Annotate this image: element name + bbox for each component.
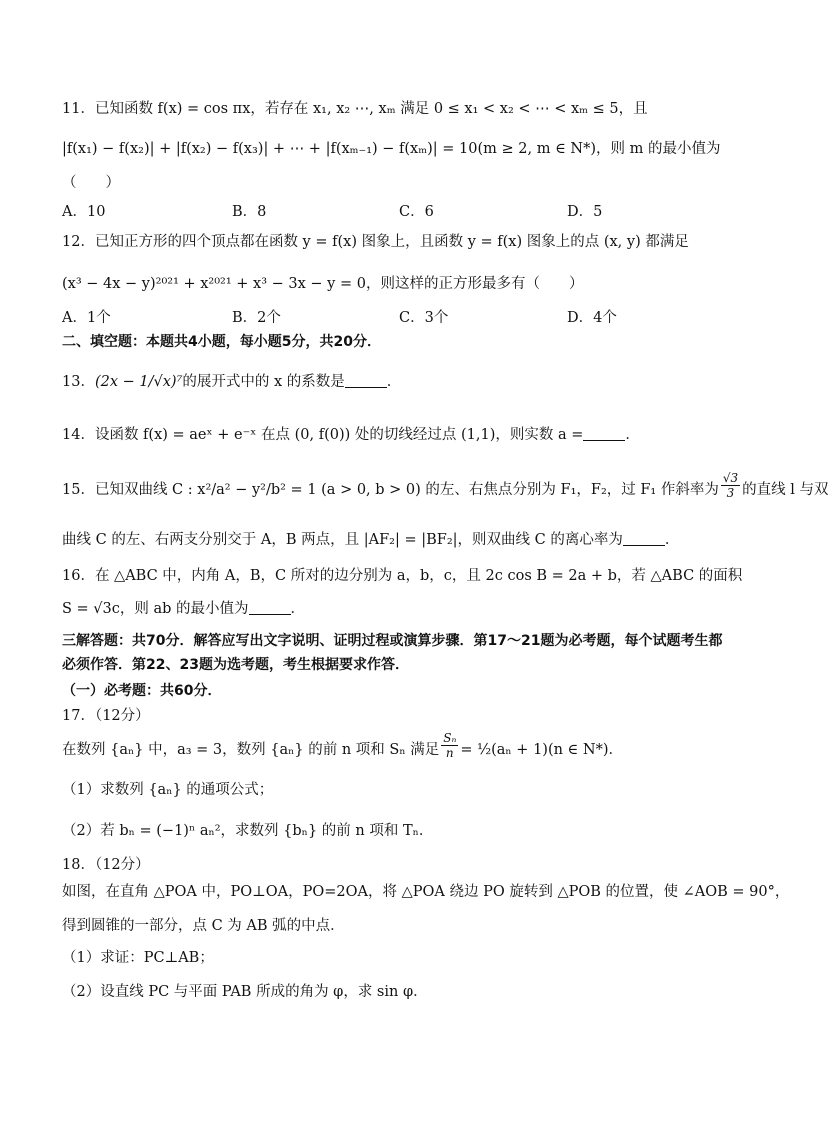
q15-slope-numerator: √3 xyxy=(722,470,739,485)
q15-post: 的直线 l 与双 xyxy=(742,482,829,498)
q16-line-1: 16．在 △ABC 中，内角 A，B，C 所对的边分别为 a，b，c，且 2c cos B = 2a + b，若 △ABC 的面积 xyxy=(62,568,743,584)
q15-line-1 xyxy=(62,470,829,500)
q14-text: 14．设函数 f(x) = aeˣ + e⁻ˣ 在点 (0, f(0)) 处的切线经过点 (1,1)，则实数 a = xyxy=(62,427,584,443)
answer-blank xyxy=(623,531,665,546)
q14-end: ． xyxy=(625,427,640,443)
q11-option-a: A．10 xyxy=(62,204,106,220)
q12-option-a: A．1个 xyxy=(62,310,111,326)
q16-line-2 xyxy=(62,599,754,619)
q15-slope-denominator: 3 xyxy=(726,485,735,500)
q18-stem-2: 得到圆锥的一部分，点 C 为 AB 弧的中点． xyxy=(62,918,345,934)
q16-text: S = √3c，则 ab 的最小值为 xyxy=(62,601,249,617)
q13-text: 的展开式中的 x 的系数是 xyxy=(182,374,345,390)
answer-blank xyxy=(345,373,387,388)
q18-part-2: （2）设直线 PC 与平面 PAB 所成的角为 φ，求 sin φ． xyxy=(62,984,428,1000)
q13-expression: (2x − 1/√x)⁷ xyxy=(94,374,183,390)
answer-blank xyxy=(249,600,291,615)
q17-frac-denominator: n xyxy=(445,745,454,760)
q17-frac-numerator: Sₙ xyxy=(443,730,457,745)
q15-equation: x²/a² − y²/b² = 1 (a > 0, b > 0) 的左、右焦点分别为 F₁，F₂，过 F₁ 作斜率为 xyxy=(197,482,719,498)
q13-number: 13． xyxy=(62,374,95,390)
q16-end: ． xyxy=(290,601,306,617)
section-3-heading-line-2: 必须作答．第22、23题为选考题，考生根据要求作答． xyxy=(62,657,409,673)
q11-option-d: D．5 xyxy=(567,204,603,220)
q17-head: 17．（12分） xyxy=(62,708,150,724)
q11-equation: |f(x₁) − f(x₂)| + |f(x₂) − f(x₃)| + ⋯ + |f(xₘ₋₁) − f(xₘ)| = 10(m ≥ 2, m ∈ N*)，则 m 的最小值为 xyxy=(62,141,721,157)
q12-equation: (x³ − 4x − y)²⁰²¹ + x²⁰²¹ + x³ − 3x − y = 0，则这样的正方形最多有（ ） xyxy=(62,276,584,292)
q13-end: ． xyxy=(386,374,402,390)
q12-option-d: D．4个 xyxy=(567,310,617,326)
q12-option-b: B．2个 xyxy=(232,310,281,326)
q12-option-c: C．3个 xyxy=(399,310,449,326)
q11-stem: 11．已知函数 f(x) = cos πx，若存在 x₁, x₂ ⋯, xₘ 满足 0 ≤ x₁ < x₂ < ⋯ < xₘ ≤ 5，且 xyxy=(62,101,648,117)
q17-part-1: （1）求数列 {aₙ} 的通项公式； xyxy=(62,782,274,798)
q18-part-1: （1）求证：PC⊥AB； xyxy=(62,950,214,966)
q11-paren: （ ） xyxy=(62,175,120,191)
q11-option-b: B．8 xyxy=(232,204,267,220)
section-2-heading: 二、填空题：本题共4小题，每小题5分，共20分． xyxy=(62,334,381,350)
q15-pre: 15．已知双曲线 C : xyxy=(62,482,193,498)
answer-blank xyxy=(583,426,625,441)
section-3-heading-line-1: 三解答题：共70分．解答应写出文字说明、证明过程或演算步骤．第17～21题为必考题，每个试题考生都 xyxy=(62,633,723,649)
q17-stem-pre: 在数列 {aₙ} 中，a₃ = 3，数列 {aₙ} 的前 n 项和 Sₙ 满足 xyxy=(62,742,440,758)
q18-head: 18．（12分） xyxy=(62,857,150,873)
q17-stem xyxy=(62,730,754,760)
q17-part-2: （2）若 bₙ = (−1)ⁿ aₙ²，求数列 {bₙ} 的前 n 项和 Tₙ． xyxy=(62,823,434,839)
q13 xyxy=(62,372,754,392)
q15-line-2 xyxy=(62,530,754,550)
q12-stem: 12．已知正方形的四个顶点都在函数 y = f(x) 图象上，且函数 y = f(x) 图象上的点 (x, y) 都满足 xyxy=(62,234,689,250)
section-3-subheading: （一）必考题：共60分． xyxy=(62,683,222,699)
q15-end: ． xyxy=(664,532,680,548)
q14 xyxy=(62,425,754,445)
q17-stem-post: = ½(aₙ + 1)(n ∈ N*)． xyxy=(460,742,623,758)
q11-option-c: C．6 xyxy=(399,204,434,220)
q18-stem-1: 如图，在直角 △POA 中，PO⊥OA，PO=2OA，将 △POA 绕边 PO 旋转到 △POB 的位置，使 ∠AOB = 90°， xyxy=(62,884,790,900)
q15-text: 曲线 C 的左、右两支分别交于 A，B 两点，且 |AF₂| = |BF₂|，则双曲线 C 的离心率为 xyxy=(62,532,623,548)
